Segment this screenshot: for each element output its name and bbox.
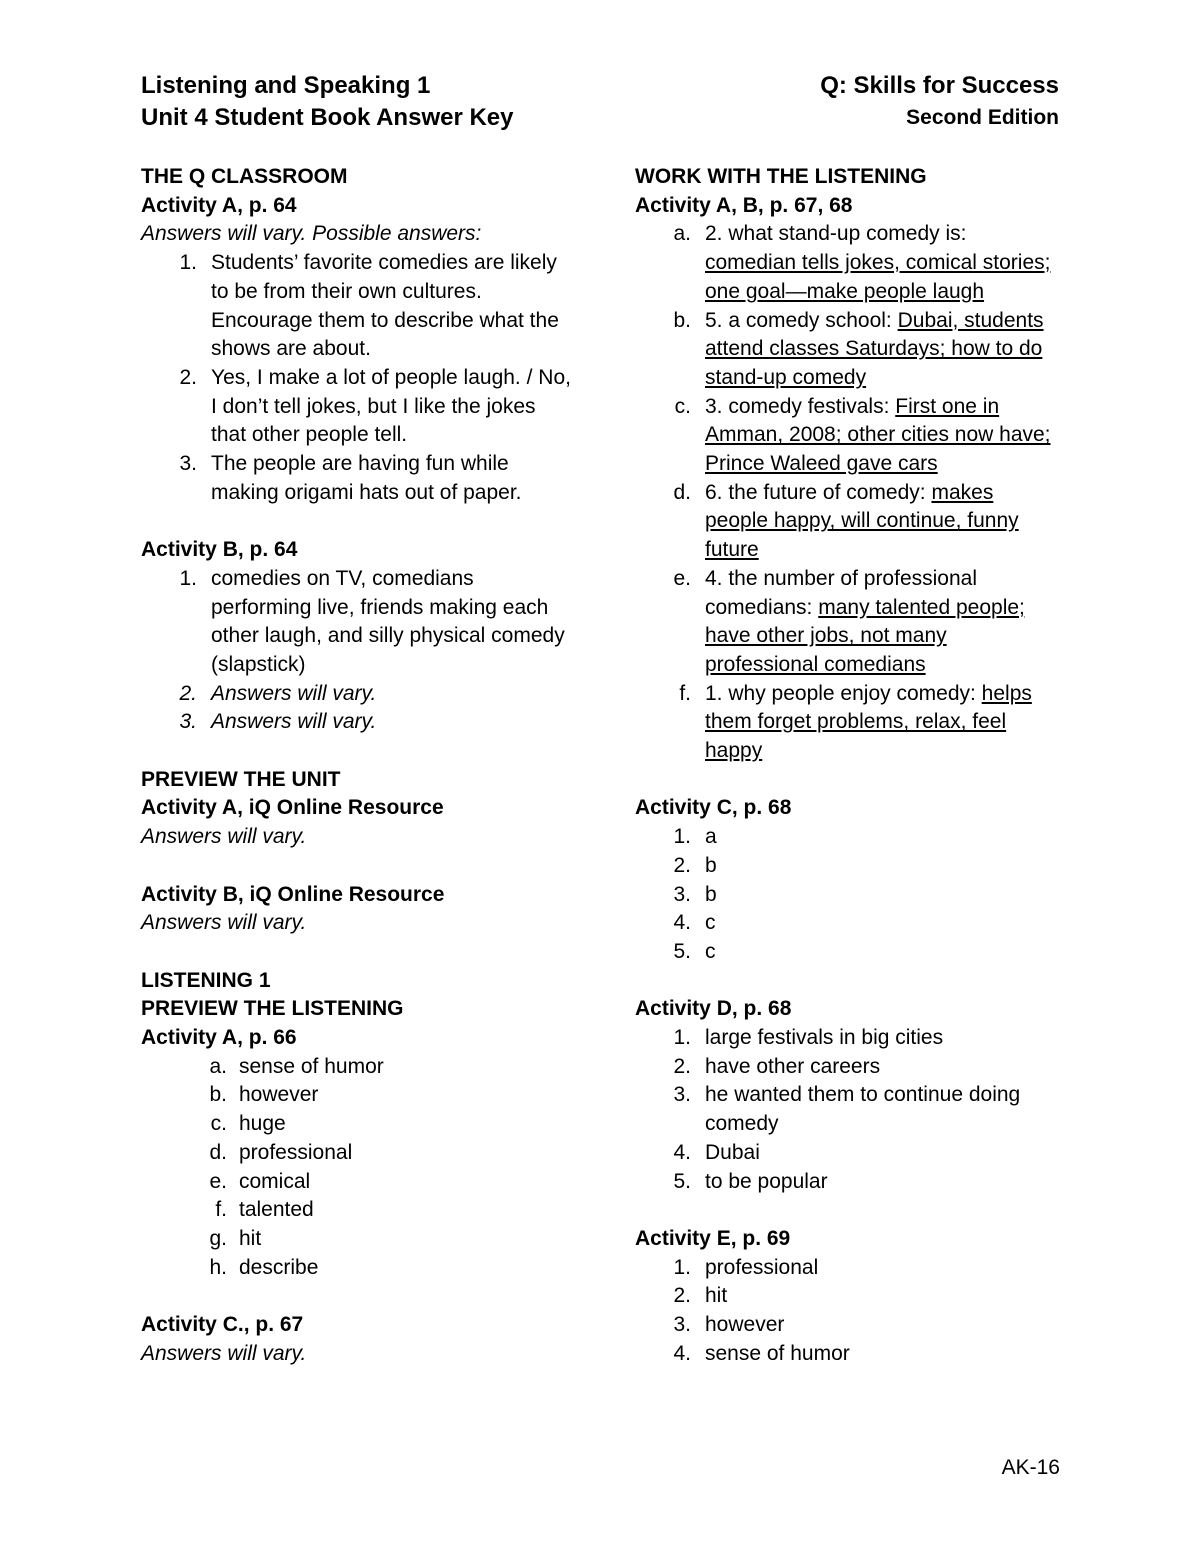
list-item [635,1053,1060,1082]
item-marker: e. [673,566,691,590]
item-marker: 1. [179,566,197,590]
section-heading: WORK WITH THE LISTENING [635,165,927,188]
activity-title: Activity E, p. 69 [635,1226,791,1250]
answer-list [635,1254,1060,1369]
item-text [705,393,1060,479]
activity-title: Activity A, p. 64 [141,193,297,217]
list-item [635,393,1060,479]
item-marker: 3. [673,1313,691,1337]
item-text [705,220,1060,306]
list-item [141,1053,571,1082]
item-answer: many talented people; have other jobs, not many professional comedians [705,595,1025,676]
item-prompt: 5. a comedy school: [705,308,898,332]
list-item [635,1311,1060,1340]
header-edition: Second Edition [906,106,1059,129]
list-item [635,307,1060,393]
list-item [635,1139,1060,1168]
item-marker: a. [209,1054,227,1078]
item-marker: 3. [673,1083,691,1107]
answer-text: Answers will vary. [141,825,307,849]
answer-list [141,565,571,737]
item-marker: 2. [673,1054,691,1078]
item-marker: 4. [673,1140,691,1164]
item-text: professional [705,1255,819,1279]
list-item [141,1225,571,1254]
item-answer: First one in Amman, 2008; other cities now have; Prince Waleed gave cars [705,394,1051,476]
item-text: Dubai [705,1140,760,1164]
item-marker: 2. [179,365,197,389]
list-item [635,1081,1060,1138]
list-item [635,680,1060,766]
activity-intro: Answers will vary. Possible answers: [141,222,482,246]
item-marker: f. [215,1198,227,1222]
list-item [141,1254,571,1283]
item-text: professional [239,1140,353,1164]
list-item [635,881,1060,910]
item-text: hit [239,1226,262,1250]
header-book-title: Listening and Speaking 1 [141,72,431,99]
item-text: however [705,1313,785,1337]
activity-title: Activity B, iQ Online Resource [141,882,445,906]
item-text [705,680,1060,766]
item-marker: e. [209,1169,227,1193]
item-marker: 3. [179,452,197,476]
answer-list [635,823,1060,967]
list-item [141,1168,571,1197]
item-text: have other careers [705,1054,881,1078]
item-marker: d. [673,480,691,504]
list-item [141,249,571,364]
list-item [635,852,1060,881]
item-marker: a. [673,222,691,246]
item-prompt: 3. comedy festivals: [705,394,896,418]
list-item [141,450,571,507]
list-item [635,565,1060,680]
list-item [635,1254,1060,1283]
item-answer: helps them forget problems, relax, feel happy [705,681,1032,763]
section-subheading: PREVIEW THE LISTENING [141,997,404,1021]
item-marker: 5. [673,1169,691,1193]
item-text: Students’ favorite comedies are likely to be from their own cultures. Encourage them to describe what the shows are about. [211,251,559,361]
list-item [635,479,1060,565]
left-column [141,163,571,1368]
item-prompt: 2. what stand-up comedy is: [705,222,967,246]
activity-title: Activity A, B, p. 67, 68 [635,193,853,217]
item-text [705,565,1060,680]
list-item [635,1168,1060,1197]
item-text: Yes, I make a lot of people laugh. / No, I don’t tell jokes, but I like the jokes that other people tell. [211,365,571,447]
item-marker: 4. [673,1341,691,1365]
list-item [635,938,1060,967]
item-text: b [705,882,717,906]
header-unit-title: Unit 4 Student Book Answer Key [141,104,514,131]
item-marker: 3. [673,882,691,906]
section-heading: THE Q CLASSROOM [141,165,348,188]
item-marker: c. [210,1112,227,1136]
item-marker: 1. [179,251,197,275]
item-marker: 5. [673,939,691,963]
item-text: Answers will vary. [211,681,377,705]
item-marker: g. [209,1226,227,1250]
item-marker: 1. [673,825,691,849]
activity-title: Activity A, p. 66 [141,1026,297,1050]
activity-title: Activity D, p. 68 [635,997,792,1021]
item-marker: b. [673,308,691,332]
list-item [635,909,1060,938]
item-prompt: 1. why people enjoy comedy: [705,681,982,705]
list-item [635,823,1060,852]
answer-list [141,1053,571,1283]
item-text: talented [239,1198,314,1222]
item-text: c [705,939,716,963]
item-marker: 2. [179,681,197,705]
item-marker: d. [209,1140,227,1164]
list-item [141,680,571,709]
item-text: The people are having fun while making origami hats out of paper. [211,452,522,504]
item-text: large festivals in big cities [705,1026,944,1050]
list-item [635,220,1060,306]
item-text: sense of humor [239,1054,384,1078]
activity-title: Activity C., p. 67 [141,1313,304,1337]
item-marker: h. [209,1255,227,1279]
answer-list [635,220,1060,765]
answer-text: Answers will vary. [141,911,307,935]
item-text: c [705,911,716,935]
list-item [635,1024,1060,1053]
item-text: to be popular [705,1169,828,1193]
item-text: hit [705,1284,728,1308]
item-text: however [239,1083,319,1107]
item-prompt: 4. the number of professional comedians: [705,566,977,619]
activity-title: Activity C, p. 68 [635,796,792,820]
item-text [705,307,1060,393]
list-item [141,565,571,680]
item-answer: Dubai, students attend classes Saturdays; how to do stand-up comedy [705,308,1044,389]
list-item [635,1282,1060,1311]
item-text: he wanted them to continue doing comedy [705,1083,1021,1136]
item-text [705,479,1060,565]
item-answer: makes people happy, will continue, funny future [705,480,1019,562]
item-marker: c. [674,394,691,418]
item-text: Answers will vary. [211,710,377,734]
answer-text: Answers will vary. [141,1341,307,1365]
list-item [141,1110,571,1139]
list-item [141,1139,571,1168]
page-number: AK-16 [1001,1456,1060,1479]
right-column [635,163,1060,1368]
item-marker: 1. [673,1255,691,1279]
item-marker: f. [679,681,691,705]
list-item [141,708,571,737]
item-text: describe [239,1255,319,1279]
item-marker: b. [209,1083,227,1107]
item-answer: comedian tells jokes, comical stories; one goal—make people laugh [705,251,1051,303]
item-text: comical [239,1169,311,1193]
item-marker: 2. [673,853,691,877]
item-text: b [705,853,717,877]
item-text: comedies on TV, comedians performing live, friends making each other laugh, and silly physical comedy (slapstick) [211,566,565,676]
item-text: sense of humor [705,1341,850,1365]
item-prompt: 6. the future of comedy: [705,480,932,504]
activity-title: Activity B, p. 64 [141,538,298,562]
list-item [635,1340,1060,1369]
list-item [141,364,571,450]
activity-title: Activity A, iQ Online Resource [141,796,444,820]
section-heading: LISTENING 1 [141,968,271,992]
item-marker: 1. [673,1026,691,1050]
item-marker: 3. [179,710,197,734]
item-text: huge [239,1112,286,1136]
list-item [141,1196,571,1225]
item-text: a [705,825,717,849]
item-marker: 2. [673,1284,691,1308]
answer-list [141,249,571,507]
header-series-title: Q: Skills for Success [820,72,1059,99]
answer-list [635,1024,1060,1196]
item-marker: 4. [673,911,691,935]
section-heading: PREVIEW THE UNIT [141,767,341,791]
list-item [141,1081,571,1110]
